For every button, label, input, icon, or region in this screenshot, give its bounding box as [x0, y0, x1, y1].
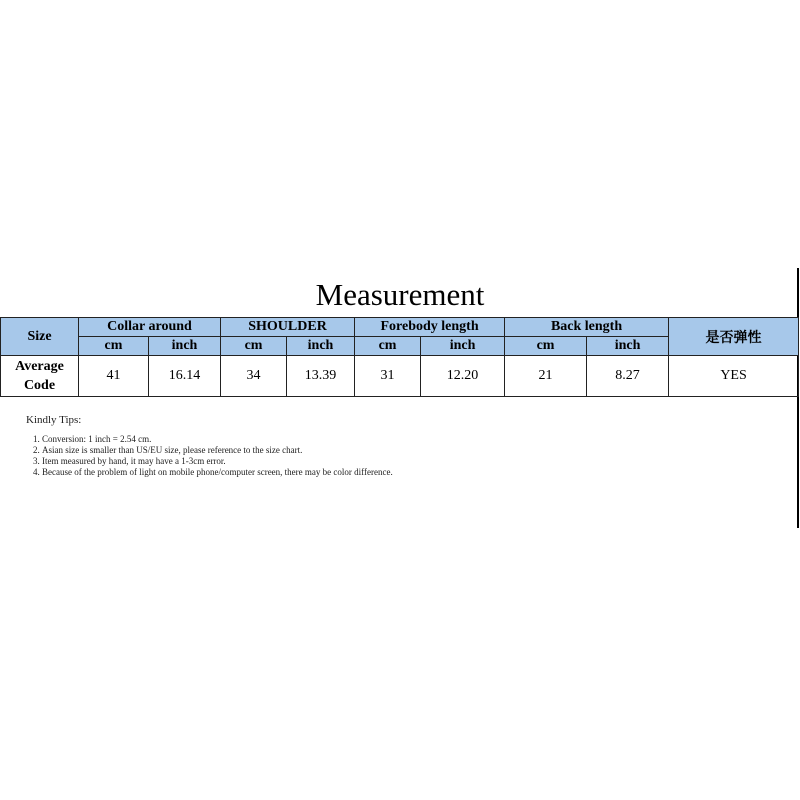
group-header-forebody: Forebody length — [355, 318, 505, 337]
table-cell: 31 — [355, 356, 421, 397]
table-cell: 8.27 — [587, 356, 669, 397]
list-item: 1. Conversion: 1 inch = 2.54 cm. — [42, 434, 426, 445]
list-item: 3. Item measured by hand, it may have a 1-3cm error. — [42, 456, 426, 467]
table-cell: 41 — [79, 356, 149, 397]
table-cell: 34 — [221, 356, 287, 397]
list-item: 4. Because of the problem of light on mobile phone/computer screen, there may be color difference. — [42, 467, 426, 478]
page-title: Measurement — [315, 277, 485, 312]
elastic-header: 是否弹性 — [669, 318, 799, 356]
table-row — [1, 356, 799, 397]
table-cell: 16.14 — [149, 356, 221, 397]
header-row-groups — [1, 318, 799, 337]
size-chart-table — [0, 317, 799, 397]
group-header-shoulder: SHOULDER — [221, 318, 355, 337]
tips-title: Kindly Tips: — [26, 414, 82, 426]
row-label-line1: Average — [15, 359, 64, 374]
row-label — [1, 356, 79, 397]
unit-header: cm — [505, 337, 587, 356]
group-header-back: Back length — [505, 318, 669, 337]
group-header-collar: Collar around — [79, 318, 221, 337]
table-cell: 21 — [505, 356, 587, 397]
unit-header: inch — [587, 337, 669, 356]
unit-header: cm — [221, 337, 287, 356]
elastic-value: YES — [669, 356, 799, 397]
table-cell: 13.39 — [287, 356, 355, 397]
list-item: 2. Asian size is smaller than US/EU size, please reference to the size chart. — [42, 445, 426, 456]
row-label-line2: Code — [23, 378, 56, 393]
unit-header: inch — [287, 337, 355, 356]
unit-header: cm — [355, 337, 421, 356]
unit-header: inch — [421, 337, 505, 356]
table-cell: 12.20 — [421, 356, 505, 397]
unit-header: cm — [79, 337, 149, 356]
tips-list — [26, 434, 426, 478]
size-header: Size — [1, 318, 79, 356]
kindly-tips — [26, 415, 426, 478]
unit-header: inch — [149, 337, 221, 356]
